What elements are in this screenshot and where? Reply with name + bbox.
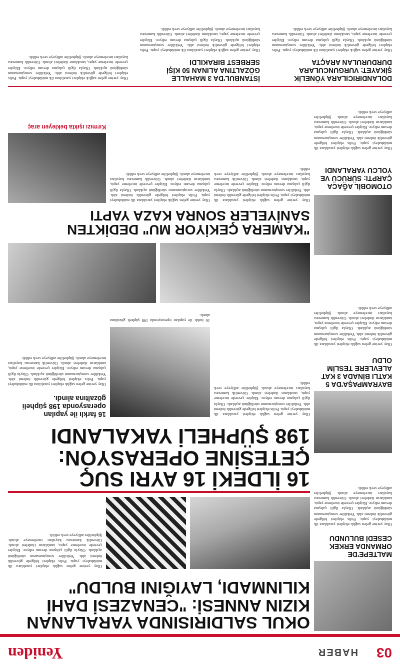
scene-photo-1: [160, 243, 310, 303]
maltepe-photo: [314, 561, 392, 631]
divider: [8, 491, 310, 493]
school-headline-line2: KIZIN ANNESİ: "CENAZESİ DAHİ: [46, 595, 310, 615]
misc-body: Olay yerine gelen sağlık ekipleri yaralılara ilk müdahaleyi yaptı. Polis ekipleri bölgede güvenlik önlemi aldı. Yetkililer soruşturmanın sürdüğünü açıkladı. Olayla ilgili çalışma devam ediyor. Ekipler çevrede inceleme yaptı, tanıkların ifadeleri alındı. Güvenlik kamerası kayıtları incelemeye alındı. Şüpheliler adliyeye sevk edildi.: [8, 55, 128, 81]
main-headline-line3: 198 ŞÜPHELİ YAKALANDI: [50, 424, 310, 448]
operation-caption: 16 farklı ile yapılan operasyonda 198 şüpheli gözaltına alındı.: [110, 312, 210, 323]
scene-photo-2: [8, 243, 156, 303]
accident-photo-small: [314, 195, 392, 255]
school-body: Olay yerine gelen sağlık ekipleri yaralılara ilk müdahaleyi yaptı. Polis ekipleri bölgede güvenlik önlemi aldı. Yetkililer soruşturmanın sürdüğünü açıkladı. Olayla ilgili çalışma devam ediyor. Ekipler çevrede inceleme yaptı, tanıkların ifadeleri alındı. Güvenlik kamerası kayıtları incelemeye alındı. Şüpheliler adliyeye sevk edildi.: [8, 532, 102, 569]
main-headline-line1: 16 İLDEKİ 16 AYRI SUÇ: [79, 467, 310, 490]
kamera-body-col1: Olay yerine gelen sağlık ekipleri yaralılara ilk müdahaleyi yaptı. Polis ekipleri bölgede güvenlik önlemi aldı. Yetkililer soruşturmanın sürdüğünü açıkladı. Olayla ilgili çalışma devam ediyor. Ekipler çevrede inceleme yaptı, tanıkların ifadeleri alındı. Güvenlik kamerası kayıtları incelemeye alındı. Şüpheliler adliyeye sevk edildi.: [214, 166, 310, 203]
main-headline: [8, 425, 310, 489]
kamera-body-col2: Olay yerine gelen sağlık ekipleri yaralılara ilk müdahaleyi yaptı. Polis ekipleri bölgede güvenlik önlemi aldı. Yetkililer soruşturmanın sürdüğünü açıkladı. Olayla ilgili çalışma devam ediyor. Ekipler çevrede inceleme yaptı, tanıkların ifadeleri alındı. Güvenlik kamerası kayıtları incelemeye alındı. Şüpheliler adliyeye sevk edildi.: [110, 171, 210, 203]
kamera-headline-line1: "KAMERA ÇEKİYOR MU" DEDİKTEN: [67, 222, 310, 238]
page-number: 03: [376, 645, 392, 661]
maltepe-headline: MALTEPE'DE ORMANDA ERKEK CESEDİ BULUNDU: [329, 534, 392, 557]
bayrampasa-body: Olay yerine gelen sağlık ekipleri yaralılara ilk müdahaleyi yaptı. Polis ekipleri bölgede güvenlik önlemi aldı. Yetkililer soruşturmanın sürdüğünü açıkladı. Olayla ilgili çalışma devam ediyor. Ekipler çevrede inceleme yaptı, tanıkların ifadeleri alındı. Güvenlik kamerası kayıtları incelemeye alındı. Şüpheliler adliyeye sevk edildi.: [314, 305, 392, 347]
section-label: HABER: [317, 646, 358, 657]
kamera-headline: [8, 208, 310, 237]
main-body-col1: Olay yerine gelen sağlık ekipleri yaralılara ilk müdahaleyi yaptı. Polis ekipleri bölgede güvenlik önlemi aldı. Yetkililer soruşturmanın sürdüğünü açıkladı. Olayla ilgili çalışma devam ediyor. Ekipler çevrede inceleme yaptı, tanıkların ifadeleri alındı. Güvenlik kamerası kayıtları incelemeye alındı. Şüpheliler adliyeye sevk edildi.: [214, 380, 310, 417]
main-headline-line2: ÇETESİNE OPERASYON:: [57, 445, 310, 469]
kamera-photo: [8, 133, 106, 203]
page-header: [0, 634, 400, 665]
school-photo-1: [190, 497, 310, 569]
operation-photo: [110, 327, 210, 417]
maltepe-body: Olay yerine gelen sağlık ekipleri yaralılara ilk müdahaleyi yaptı. Polis ekipleri bölgede güvenlik önlemi aldı. Yetkililer soruşturmanın sürdüğünü açıkladı. Olayla ilgili çalışma devam ediyor. Ekipler çevrede inceleme yaptı, tanıkların ifadeleri alındı. Güvenlik kamerası kayıtları incelemeye alındı. Şüpheliler adliyeye sevk edildi.: [314, 485, 392, 527]
vurgun-body: Olay yerine gelen sağlık ekipleri yaralılara ilk müdahaleyi yaptı. Polis ekipleri bölgede güvenlik önlemi aldı. Yetkililer soruşturmanın sürdüğünü açıkladı. Olayla ilgili çalışma devam ediyor. Ekipler çevrede inceleme yaptı, tanıkların ifadeleri alındı. Güvenlik kamerası kayıtları incelemeye alındı. Şüpheliler adliyeye sevk edildi.: [272, 27, 392, 53]
bottom-divider: [8, 86, 392, 87]
vurgun-headline: DOLANDIRICILARA YÖNELİK ŞİKAYET: VURGUNCULARA DURDURULAN ARAÇTA: [294, 58, 392, 81]
bayrampasa-headline: BAYRAMPAŞA'DA 5 KATLI BİNADA 3 KAT ALEVLERE TESLİM OLDU: [321, 356, 392, 387]
kamera-headline-line2: SANİYELER SONRA KAZA YAPTI: [90, 207, 310, 224]
school-photo-2: [106, 497, 186, 569]
istanbul-body: Olay yerine gelen sağlık ekipleri yaralılara ilk müdahaleyi yaptı. Polis ekipleri bölgede güvenlik önlemi aldı. Yetkililer soruşturmanın sürdüğünü açıkladı. Olayla ilgili çalışma devam ediyor. Ekipler çevrede inceleme yaptı, tanıkların ifadeleri alındı. Güvenlik kamerası kayıtları incelemeye alındı. Şüpheliler adliyeye sevk edildi.: [140, 27, 260, 53]
school-headline-line3: KILINMADI, LAYIĞINI BULDU": [68, 578, 310, 598]
newspaper-logo: Yeniden: [8, 644, 64, 661]
school-headline-line1: OKUL SALDIRISINDA YARALANAN: [26, 613, 310, 632]
fire-photo: [314, 391, 392, 453]
operation-subhead: 16 farklı ile yapılan operasyonda 198 şüpheli gözaltına alındı.: [22, 394, 106, 417]
main-body-col3: Olay yerine gelen sağlık ekipleri yaralılara ilk müdahaleyi yaptı. Polis ekipleri bölgede güvenlik önlemi aldı. Yetkililer soruşturmanın sürdüğünü açıkladı. Olayla ilgili çalışma devam ediyor. Ekipler çevrede inceleme yaptı, tanıkların ifadeleri alındı. Güvenlik kamerası kayıtları incelemeye alındı. Şüpheliler adliyeye sevk edildi.: [8, 355, 106, 387]
kamera-caption: Kırmızı ışıkta bekleyen araç: [27, 123, 106, 129]
otomobil-headline: OTOMOBİL AĞACA ÇARPTI: SÜRÜCÜ VE YOLCU YARALANDI: [320, 166, 392, 189]
otomobil-body: Olay yerine gelen sağlık ekipleri yaralılara ilk müdahaleyi yaptı. Polis ekipleri bölgede güvenlik önlemi aldı. Yetkililer soruşturmanın sürdüğünü açıkladı. Olayla ilgili çalışma devam ediyor. Ekipler çevrede inceleme yaptı, tanıkların ifadeleri alındı. Güvenlik kamerası kayıtları incelemeye alındı. Şüpheliler adliyeye sevk edildi.: [314, 109, 392, 151]
school-headline: [10, 579, 310, 631]
istanbul-headline: İSTANBUL'DA 3 MAHALLE GÖZALTINA ALINAN 50 KİŞİ SERBEST BIRAKILDI: [166, 58, 260, 81]
